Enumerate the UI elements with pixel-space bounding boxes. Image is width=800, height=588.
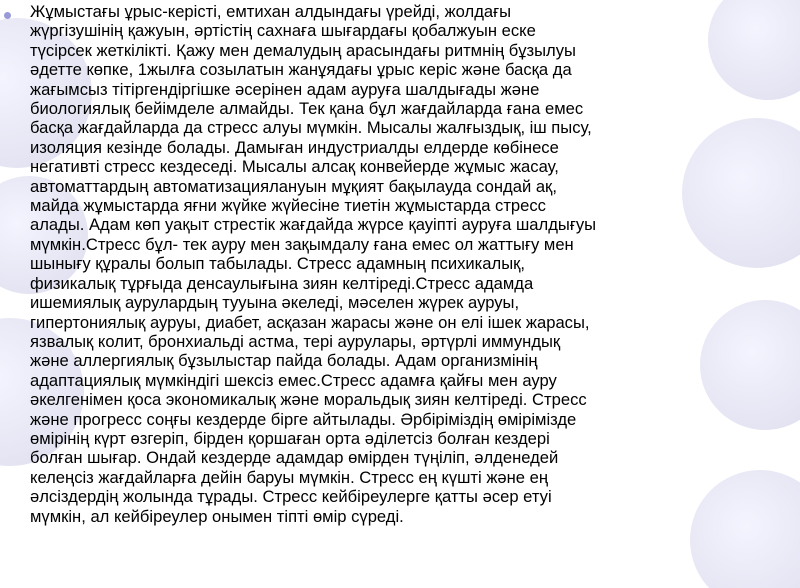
paragraph-line: мүмкін, ал кейбіреулер онымен тіпті өмір сүреді. bbox=[30, 506, 404, 526]
paragraph-line: автоматтардың автоматизациялануын мұқият бақылауда сондай ақ, bbox=[30, 176, 557, 196]
bullet-point bbox=[4, 12, 11, 19]
paragraph-line: өмірінің күрт өзгеріп, бірден қоршаған орта әділетсіз болған кездері bbox=[30, 428, 550, 448]
paragraph-line: әдетте көпке, 1жылға созылатын жанұядағы ұрыс керіс және басқа да bbox=[30, 60, 572, 80]
paragraph-line: Жұмыстағы ұрыс-керісті, емтихан алдындағы үрейді, жолдағы bbox=[30, 2, 512, 21]
paragraph-line: майда жұмыстарда яғни жүйке жүйесіне тиетін жұмыстарда стресс bbox=[30, 196, 546, 216]
paragraph-line: келеңсіз жағдайларға дейін баруы мүмкін. Стресс ең күшті және ең bbox=[30, 467, 549, 487]
paragraph-line: мүмкін.Стресс бұл- тек ауру мен зақымдалу ғана емес ол жаттығу мен bbox=[30, 234, 574, 254]
paragraph-line: әлсіздердің жолында тұрады. Стресс кейбіреулерге қатты әсер етуі bbox=[30, 487, 552, 507]
paragraph-line: болған шығар. Ондай кездерде адамдар өмірден түңіліп, әлденедей bbox=[30, 448, 559, 468]
paragraph-line: басқа жағдайларда да стресс алуы мүмкін. Мысалы жалғыздық, іш пысу, bbox=[30, 118, 592, 138]
paragraph-line: негативті стресс кездеседі. Мысалы алсақ конвейерде жұмыс жасау, bbox=[30, 157, 559, 177]
paragraph-line: әкелгенімен қоса экономикалық және моральдық зиян келтіреді. Стресс bbox=[30, 390, 587, 410]
paragraph-line: адаптациялық мүмкіндігі шексіз емес.Стресс адамға қайғы мен ауру bbox=[30, 370, 557, 390]
paragraph-line: алады. Адам көп уақыт стрестік жағдайда жүрсе қауіпті ауруға шалдығуы bbox=[30, 215, 597, 235]
paragraph-line: және аллергиялық бұзылыстар пайда болады. Адам организмінің bbox=[30, 351, 538, 371]
body-paragraph bbox=[30, 2, 792, 526]
paragraph-line: жүргізушінің қажуын, әртістің сахнаға шығардағы қобалжуын еске bbox=[30, 21, 536, 41]
paragraph-line: биологиялық бейімделе алмайды. Тек қана бұл жағдайларда ғана емес bbox=[30, 99, 584, 119]
paragraph-line: жағымсыз тітіргендіргішке әсерінен адам ауруға шалдығады және bbox=[30, 79, 540, 99]
paragraph-line: изоляция кезінде болады. Дамыған индустриалды елдерде көбінесе bbox=[30, 137, 559, 157]
paragraph-line: шынығу құралы болып табылады. Стресс адамның психикалық, bbox=[30, 254, 526, 274]
paragraph-line: гипертониялық ауруы, диабет, асқазан жарасы және он елі ішек жарасы, bbox=[30, 312, 590, 332]
paragraph-line: физикалық тұрғыда денсаулығына зиян келтіреді.Стресс адамда bbox=[30, 273, 534, 293]
paragraph-line: ишемиялық аурулардың тууына әкеледі, мәселен жүрек ауруы, bbox=[30, 293, 520, 313]
paragraph-line: және прогресс соңғы кездерде бірге айтылады. Әрбіріміздің өмірімізде bbox=[30, 409, 577, 429]
paragraph-line: түсірсек жеткілікті. Қажу мен демалудың арасындағы ритмнің бұзылуы bbox=[30, 40, 576, 60]
paragraph-line: язвалық колит, бронхиальді астма, тері аурулары, әртүрлі иммундық bbox=[30, 331, 561, 351]
